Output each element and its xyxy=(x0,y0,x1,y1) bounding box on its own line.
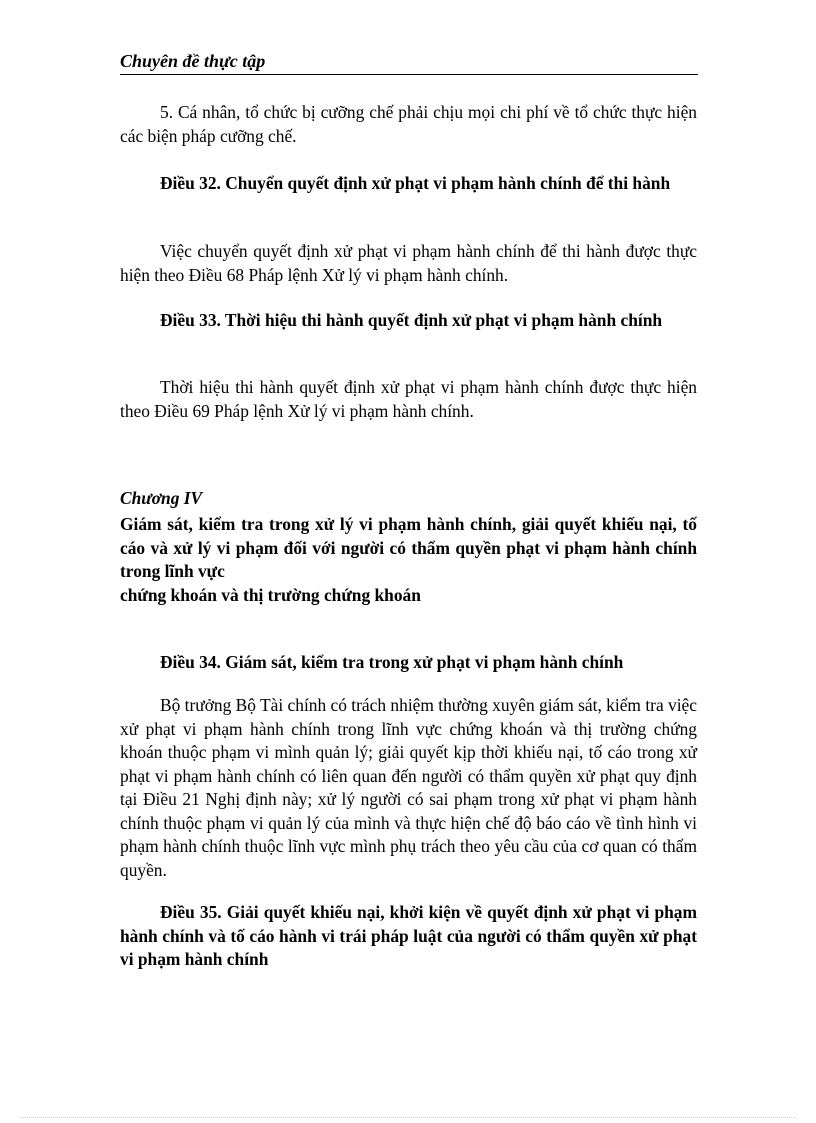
article-32-title: Điều 32. Chuyển quyết định xử phạt vi phạm hành chính để thi hành xyxy=(160,173,671,193)
article-33-body: Thời hiệu thi hành quyết định xử phạt vi phạm hành chính được thực hiện theo Điều 69 Pháp lệnh Xử lý vi phạm hành chính. xyxy=(120,377,697,421)
article-35-title: Điều 35. Giải quyết khiếu nại, khởi kiện về quyết định xử phạt vi phạm hành chính và tố cáo hành vi trái pháp luật của người có thẩm quyền xử phạt vi phạm hành chính xyxy=(120,902,697,969)
header-title: Chuyên đề thực tập xyxy=(120,51,266,71)
chapter-title-line-2: chứng khoán và thị trường chứng khoán xyxy=(120,584,421,605)
chapter-title-line-1: Giám sát, kiểm tra trong xử lý vi phạm hành chính, giải quyết khiếu nại, tố cáo và xử lý vi phạm đối với người có thẩm quyền phạt vi phạm hành chính trong lĩnh vực xyxy=(120,514,697,581)
chapter-label: Chương IV xyxy=(120,488,203,508)
article-32-body: Việc chuyển quyết định xử phạt vi phạm hành chính để thi hành được thực hiện theo Điều 68 Pháp lệnh Xử lý vi phạm hành chính. xyxy=(120,241,697,285)
article-33-title: Điều 33. Thời hiệu thi hành quyết định xử phạt vi phạm hành chính xyxy=(160,310,663,330)
page-header xyxy=(120,50,698,75)
article-34-title: Điều 34. Giám sát, kiểm tra trong xử phạt vi phạm hành chính xyxy=(160,652,624,672)
chapter-title xyxy=(120,513,697,607)
page-bottom-edge xyxy=(20,1117,796,1118)
article-34-body: Bộ trưởng Bộ Tài chính có trách nhiệm thường xuyên giám sát, kiểm tra việc xử phạt vi phạm hành chính trong lĩnh vực chứng khoán và thị trường chứng khoán thuộc phạm vi mình quản lý; giải quyết kịp thời khiếu nại, tố cáo trong xử phạt vi phạm hành chính có liên quan đến người có thẩm quyền xử phạt quy định tại Điều 21 Nghị định này; xử lý người có sai phạm trong xử phạt vi phạm hành chính thuộc phạm vi quản lý của mình và thực hiện chế độ báo cáo về tình hình vi phạm hành chính thuộc lĩnh vực mình phụ trách theo yêu cầu của cơ quan có thẩm quyền. xyxy=(120,695,697,880)
clause-5: 5. Cá nhân, tổ chức bị cưỡng chế phải chịu mọi chi phí về tổ chức thực hiện các biện pháp cưỡng chế. xyxy=(120,102,697,146)
